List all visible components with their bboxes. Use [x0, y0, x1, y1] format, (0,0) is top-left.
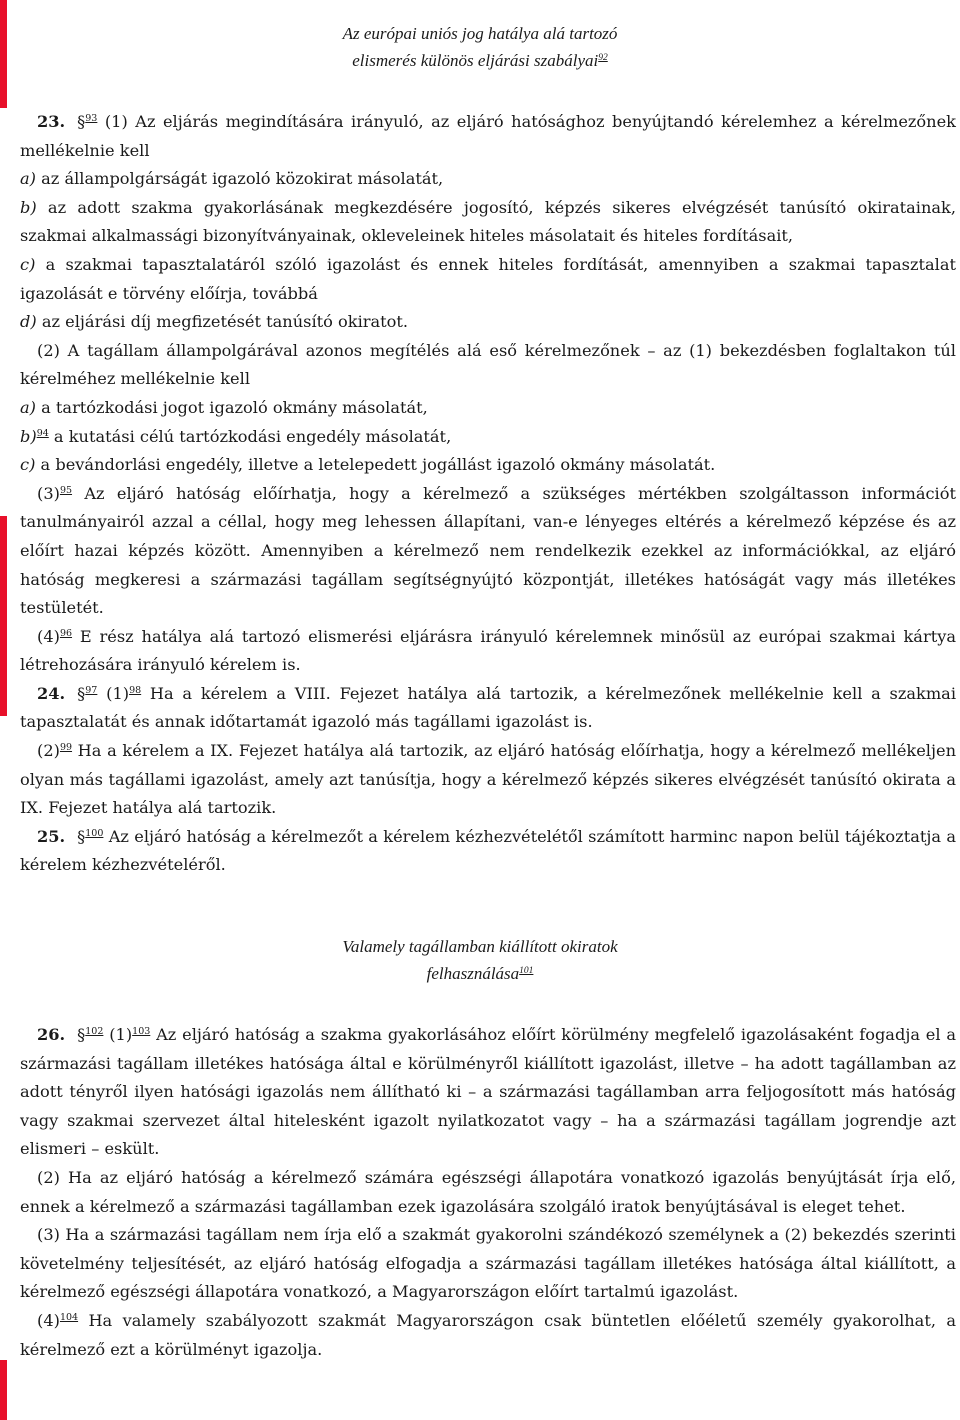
paragraph-text: Ha valamely szabályozott szakmát Magyarországon csak büntetlen előéletű személy gyakorolhat, a kérelmező ezt a körülményt igazolja. — [20, 1310, 956, 1359]
paragraph-text: Ha a kérelem a VIII. Fejezet hatálya alá tartozik, a kérelmezőnek mellékelnie kell a szakmai tapasztalatát és annak időtartamát igazoló más tagállami igazolást is. — [20, 683, 956, 732]
paragraph-text: Az eljáró hatóság a szakma gyakorlásához előírt körülmény megfelelő igazolásaként fogadja el a származási tagállam illetékes hatósága által e körülményről kiállított igazolást, illetve – ha adott tagállamban az adott tényről ilyen hatósági igazolás nem állítható ki – a származási tagállamban arra feljogosított más hatóság vagy szakmai szervezet által hitelesként igazolt nyilatkozatot vagy – ha a származási tagállam jogrendje azt elismeri – eskült. — [20, 1025, 956, 1159]
item-text: a kutatási célú tartózkodási engedély másolatát, — [48, 426, 452, 446]
list-item — [20, 194, 956, 251]
list-item — [20, 308, 956, 337]
footnote-link[interactable]: 101 — [519, 966, 534, 976]
item-text: az adott szakma gyakorlásának megkezdésére jogosító, képzés sikeres elvégzését tanúsító okiratainak, szakmai alkalmassági bizonyítványainak, okleveleinek hiteles másolatait és hiteles fordításait, — [20, 197, 956, 246]
section-sign: § — [77, 826, 86, 846]
item-text: a szakmai tapasztalatáról szóló igazolást és ennek hiteles fordítását, amennyiben a szakmai tapasztalat igazolását e törvény előírja, továbbá — [20, 254, 956, 303]
item-text: a tartózkodási jogot igazoló okmány másolatát, — [35, 397, 428, 417]
section-number: 24. — [37, 683, 66, 703]
footnote-link[interactable]: 99 — [59, 742, 73, 754]
section-number: 26. — [37, 1025, 66, 1044]
footnote-link[interactable]: 93 — [85, 113, 98, 124]
footnote-link[interactable]: 100 — [85, 827, 104, 839]
section-number: 25. — [37, 826, 66, 846]
footnote-link[interactable]: 104 — [59, 1311, 79, 1323]
paragraph-text: E rész hatálya alá tartozó elismerési eljárásra irányuló kérelemnek minősül az európai szakmai kártya létrehozására irányuló kérelem is. — [20, 626, 956, 675]
footnote-link[interactable]: 98 — [129, 684, 142, 696]
paragraph-text: Az eljáró hatóság előírhatja, hogy a kérelmező a szükséges mértékben szolgáltasson információt tanulmányairól azzal a céllal, hogy meg lehessen állapítani, van-e lényeges eltérés a kérelmező képzése és az előírt hazai képzés között. Amennyiben a kérelmező nem rendelkezik ezekkel az információkkal, az eljáró hatóság megkeresi a származási tagállam segítségnyújtó központját, illetékes hatóságát vagy más illetékes testületét. — [20, 483, 956, 618]
footnote-link[interactable]: 96 — [59, 627, 73, 639]
paragraph-25 — [20, 823, 956, 880]
paragraph-23-3 — [20, 480, 956, 623]
paragraph-23-4 — [20, 623, 956, 680]
item-mark: c) — [20, 455, 36, 475]
item-mark: a) — [20, 397, 36, 417]
item-mark: d) — [20, 312, 37, 332]
footnote-link[interactable]: 102 — [85, 1026, 104, 1037]
paragraph-26-3 — [20, 1221, 956, 1307]
list-item — [20, 251, 956, 308]
paragraph-24-2 — [20, 737, 956, 823]
paragraph-26-1 — [20, 1021, 956, 1164]
item-text: a bevándorlási engedély, illetve a letelepedett jogállást igazoló okmány másolatát. — [35, 455, 716, 475]
item-text: az eljárási díj megfizetését tanúsító okiratot. — [36, 312, 409, 332]
footnote-link[interactable]: 97 — [85, 684, 98, 696]
footnote-link[interactable]: 103 — [132, 1026, 151, 1037]
list-item — [20, 451, 956, 480]
body-text — [20, 108, 956, 880]
paragraph-number: (1) — [109, 1025, 133, 1044]
section-heading — [0, 20, 960, 74]
section-sign: § — [77, 683, 86, 703]
list-item — [20, 423, 956, 452]
item-mark: c) — [20, 254, 36, 274]
paragraph-24-1 — [20, 680, 956, 737]
change-bar — [0, 1360, 7, 1420]
heading-text: felhasználása — [426, 964, 520, 983]
paragraph-number: (2) — [37, 741, 60, 761]
paragraph-text: Az eljáró hatóság a kérelmezőt a kérelem kézhezvételétől számított harminc napon belül tájékoztatja a kérelem kézhezvételéről. — [20, 826, 956, 875]
heading-line — [0, 47, 960, 74]
list-item — [20, 165, 956, 194]
section-number: 23. — [37, 112, 66, 131]
heading-line: Valamely tagállamban kiállított okiratok — [342, 937, 618, 956]
paragraph-26-2 — [20, 1164, 956, 1221]
paragraph-text: Ha a kérelem a IX. Fejezet hatálya alá tartozik, az eljáró hatóság előírhatja, hogy a kérelmező mellékeljen olyan más tagállami igazolást, amely azt tanúsítja, hogy a kérelmező képzés sikeres elvégzését tanúsító okirata a IX. Fejezet hatálya alá tartozik. — [20, 741, 956, 818]
section-sign: § — [77, 1025, 86, 1044]
heading-line — [0, 960, 960, 987]
change-bar — [0, 516, 7, 716]
section-heading — [0, 933, 960, 987]
paragraph-number: (3) — [37, 483, 60, 503]
paragraph-text: (1) Az eljárás megindítására irányuló, az eljáró hatósághoz benyújtandó kérelemhez a kérelmezőnek mellékelnie kell — [20, 112, 956, 160]
heading-line: Az európai uniós jog hatálya alá tartozó — [342, 24, 618, 43]
item-mark: b) — [20, 426, 37, 446]
paragraph-text: (3) Ha a származási tagállam nem írja elő a szakmát gyakorolni szándékozó személynek a (2) bekezdés szerinti követelmény teljesítését, az eljáró hatóság elfogadja a származási tagállam illetékes hatósága által kiállított, a kérelmező egészségi állapotára vonatkozó, a Magyarországon előírt tartalmú igazolást. — [20, 1225, 956, 1302]
item-mark: a) — [20, 169, 36, 189]
item-mark: b) — [20, 197, 37, 217]
paragraph-number: (1) — [106, 683, 130, 703]
paragraph-number: (4) — [37, 626, 60, 646]
list-item — [20, 394, 956, 423]
section-sign: § — [77, 112, 86, 131]
paragraph-text: (2) A tagállam állampolgárával azonos megítélés alá eső kérelmezőnek – az (1) bekezdésben foglaltakon túl kérelméhez mellékelnie kell — [20, 340, 956, 389]
footnote-link[interactable]: 94 — [36, 427, 49, 439]
paragraph-number: (4) — [37, 1310, 60, 1330]
paragraph-26-4 — [20, 1307, 956, 1364]
heading-text: elismerés különös eljárási szabályai — [352, 51, 599, 70]
footnote-link[interactable]: 95 — [59, 484, 73, 496]
paragraph-23-1 — [20, 108, 956, 165]
item-text: az állampolgárságát igazoló közokirat másolatát, — [35, 169, 444, 189]
body-text — [20, 1021, 956, 1364]
paragraph-text: (2) Ha az eljáró hatóság a kérelmező számára egészségi állapotára vonatkozó igazolás benyújtását írja elő, ennek a kérelmező a származási tagállamban ezek igazolására szolgáló iratok benyújtásával is eleget tehet. — [20, 1167, 956, 1216]
paragraph-23-2 — [20, 337, 956, 394]
footnote-link[interactable]: 92 — [598, 53, 608, 63]
